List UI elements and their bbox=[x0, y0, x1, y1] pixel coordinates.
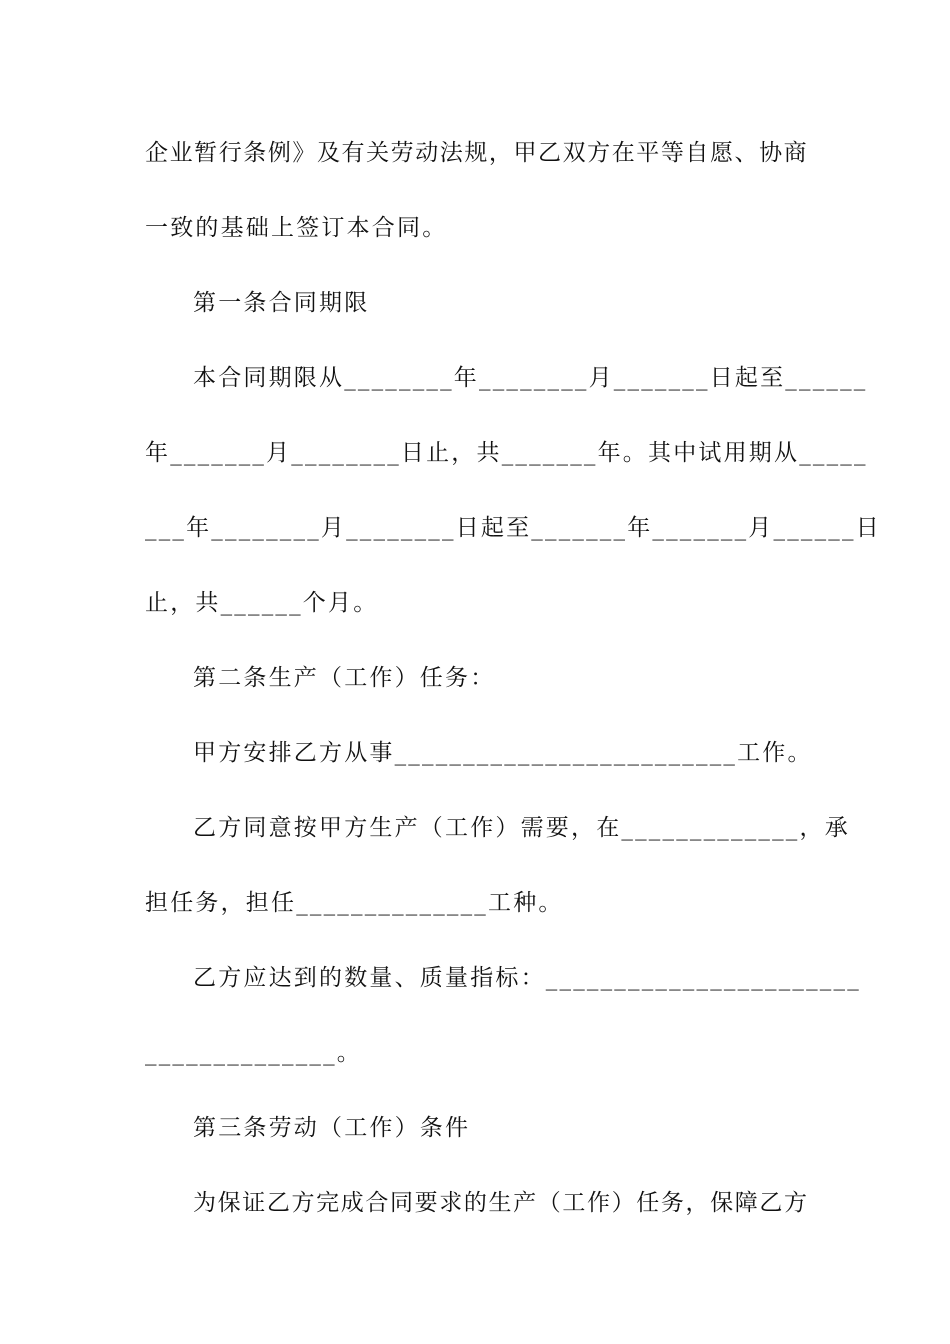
char: ， bbox=[488, 140, 512, 166]
char: 证 bbox=[242, 1190, 266, 1216]
char: 乙 bbox=[759, 1190, 783, 1216]
char: 协 bbox=[759, 140, 783, 166]
paragraph-line: 年_______月________日止，共_______年。其中试用期从_____ bbox=[145, 440, 868, 466]
char: 例 bbox=[267, 140, 291, 166]
char: 动 bbox=[415, 140, 439, 166]
char: ， bbox=[685, 1190, 709, 1216]
paragraph-line: 甲方安排乙方从事_________________________工作。 bbox=[193, 740, 813, 766]
char: 乙 bbox=[538, 140, 561, 166]
section-heading: 第二条生产（工作）任务： bbox=[193, 665, 496, 691]
paragraph-line bbox=[193, 1187, 807, 1219]
char: 等 bbox=[660, 140, 684, 166]
char: 及 bbox=[316, 140, 340, 166]
char: 乙 bbox=[266, 1190, 290, 1216]
char: 自 bbox=[685, 140, 709, 166]
char: 商 bbox=[783, 140, 807, 166]
char: 愿 bbox=[709, 140, 733, 166]
char: 方 bbox=[587, 140, 611, 166]
char: 工 bbox=[562, 1190, 586, 1216]
char: 作 bbox=[587, 1190, 610, 1216]
char: 任 bbox=[636, 1190, 660, 1216]
char: 劳 bbox=[390, 140, 414, 166]
paragraph-line: 乙方应达到的数量、质量指标：_______________________ bbox=[193, 965, 861, 991]
paragraph-line: 乙方同意按甲方生产（工作）需要，在_____________，承 bbox=[193, 815, 850, 841]
char: 在 bbox=[611, 140, 635, 166]
section-heading: 第一条合同期限 bbox=[193, 290, 370, 316]
char: 同 bbox=[390, 1190, 413, 1216]
char: 关 bbox=[366, 140, 390, 166]
char: 甲 bbox=[513, 140, 537, 166]
char: 企 bbox=[145, 140, 168, 166]
paragraph-line: ___年________月________日起至_______年_______月______日 bbox=[145, 515, 881, 541]
char: 保 bbox=[217, 1190, 241, 1216]
char: 行 bbox=[218, 140, 242, 166]
paragraph-line: 担任务，担任______________工种。 bbox=[145, 890, 564, 916]
char: 合 bbox=[365, 1190, 389, 1216]
paragraph-line: 本合同期限从________年________月_______日起至______ bbox=[193, 365, 868, 391]
paragraph-line: ______________。 bbox=[145, 1040, 362, 1066]
char: 务 bbox=[660, 1190, 684, 1216]
char: 法 bbox=[439, 140, 463, 166]
paragraph-line: 止，共______个月。 bbox=[145, 590, 379, 616]
char: 保 bbox=[710, 1190, 734, 1216]
char: 方 bbox=[784, 1190, 807, 1216]
char: 业 bbox=[169, 140, 193, 166]
char: 生 bbox=[488, 1190, 512, 1216]
char: 产 bbox=[513, 1190, 537, 1216]
char: 有 bbox=[341, 140, 365, 166]
char: 障 bbox=[734, 1190, 758, 1216]
char: 完 bbox=[316, 1190, 340, 1216]
char: ） bbox=[611, 1190, 635, 1216]
char: 的 bbox=[463, 1190, 487, 1216]
char: 规 bbox=[464, 140, 488, 166]
char: 、 bbox=[734, 140, 758, 166]
char: 为 bbox=[193, 1190, 216, 1216]
char: 暂 bbox=[194, 140, 218, 166]
section-heading: 第三条劳动（工作）条件 bbox=[193, 1115, 471, 1141]
char: 成 bbox=[340, 1190, 364, 1216]
char: 条 bbox=[243, 140, 267, 166]
char: 要 bbox=[414, 1190, 438, 1216]
paragraph-line: 一致的基础上签订本合同。 bbox=[145, 215, 448, 241]
char: 双 bbox=[562, 140, 586, 166]
paragraph-line bbox=[145, 137, 807, 169]
char: （ bbox=[537, 1190, 561, 1216]
char: 平 bbox=[636, 140, 660, 166]
char: 求 bbox=[439, 1190, 463, 1216]
char: 方 bbox=[291, 1190, 315, 1216]
char: 》 bbox=[292, 140, 316, 166]
